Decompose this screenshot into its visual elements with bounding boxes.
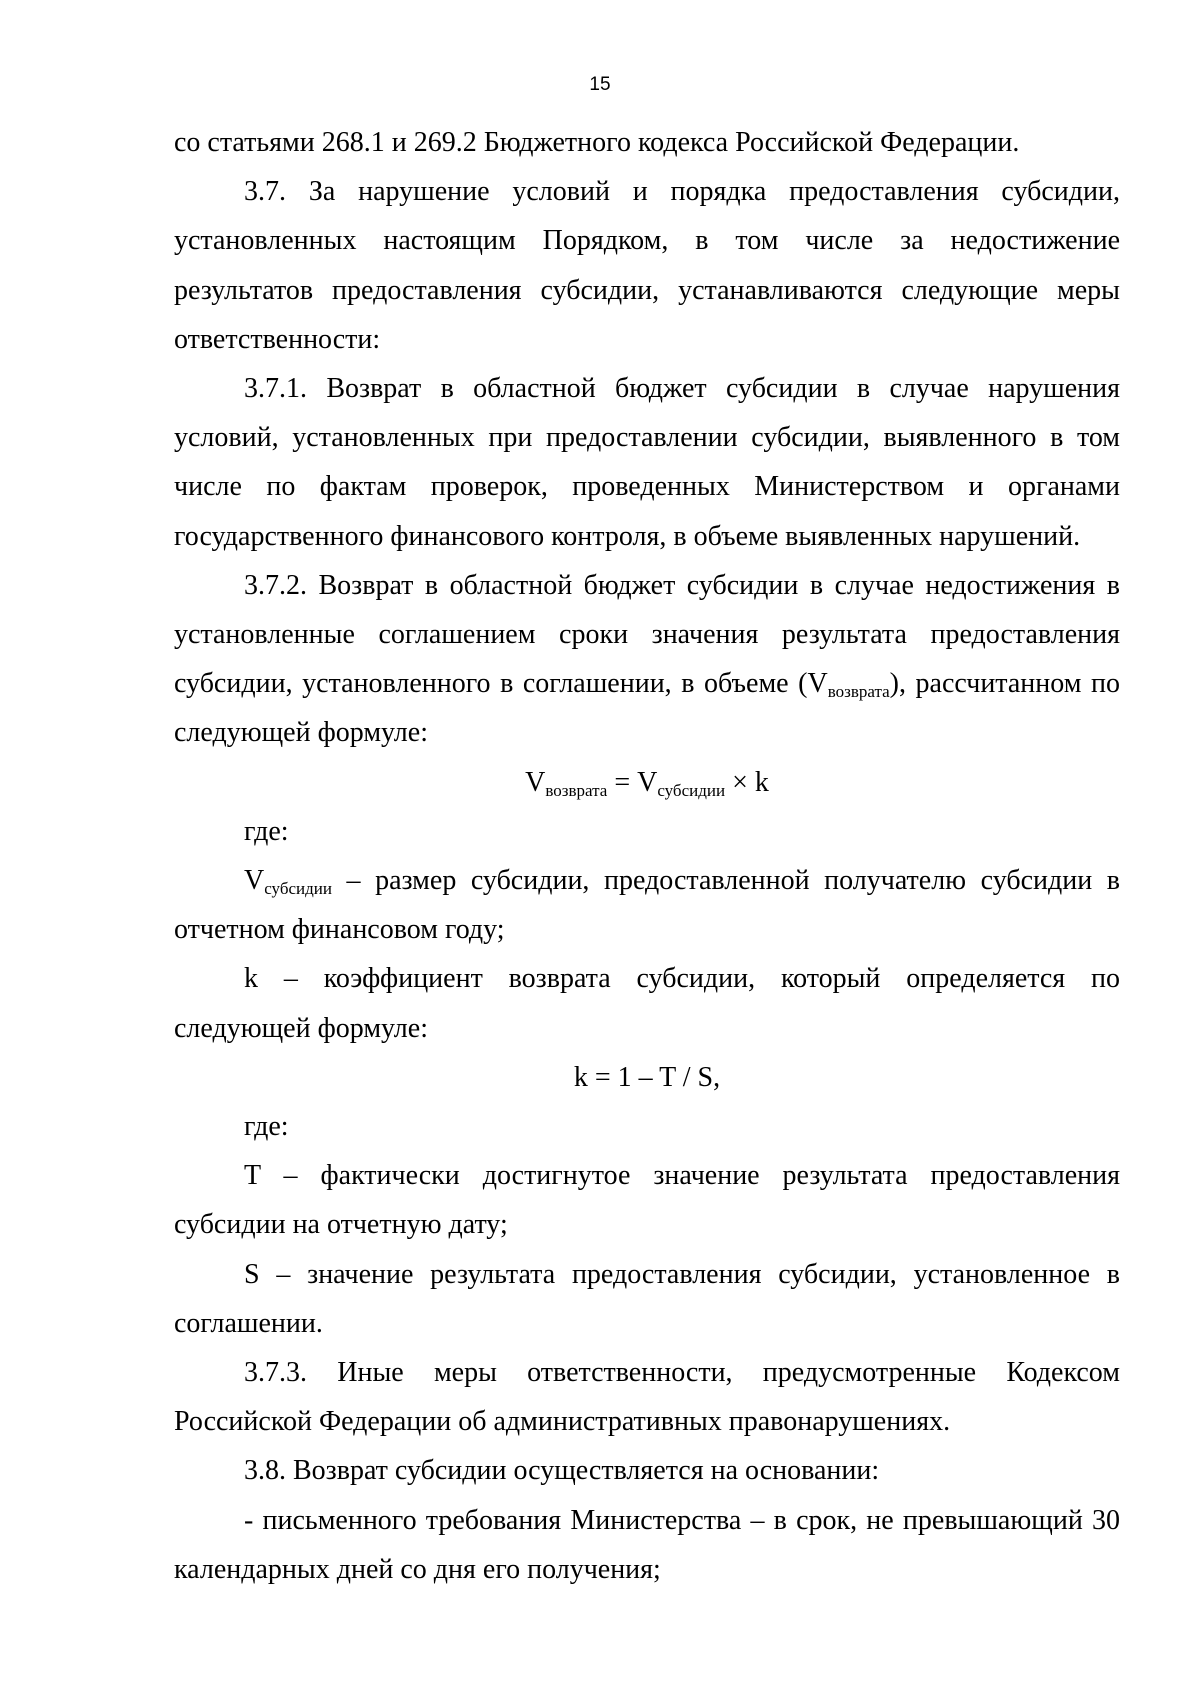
subscript-vozvrata: возврата bbox=[827, 682, 890, 702]
formula-lhs: V bbox=[525, 766, 546, 798]
formula-equals: = V bbox=[607, 766, 658, 798]
paragraph-continuation: со статьями 268.1 и 269.2 Бюджетного кодекса Российской Федерации. bbox=[174, 127, 1020, 158]
formula-mid-subscript: субсидии bbox=[657, 780, 726, 800]
page-number: 15 bbox=[589, 74, 611, 95]
paragraph-3-7-2-text-start: 3.7.2. Возврат в областной бюджет субсидии в случае недостижения в установленные соглашением сроки значения результата предоставления субсидии, установленного в соглашении, в объеме (V bbox=[174, 569, 1120, 700]
paragraph-3-7: 3.7. За нарушение условий и порядка предоставления субсидии, установленных настоящим Порядком, в том числе за недостижение результатов предоставления субсидии, устанавливаются следующие меры ответственности: bbox=[174, 176, 1120, 355]
list-item-written-demand: - письменного требования Министерства – в срок, не превышающий 30 календарных дней со дня его получения; bbox=[174, 1504, 1120, 1585]
paragraph-3-7-3: 3.7.3. Иные меры ответственности, предусмотренные Кодексом Российской Федерации об административных правонарушениях. bbox=[174, 1357, 1120, 1438]
definition-v-symbol: V bbox=[244, 865, 265, 897]
document-body bbox=[174, 118, 1120, 1594]
paragraph-3-7-2 bbox=[174, 561, 1120, 758]
where-label-2: где: bbox=[244, 1111, 289, 1143]
definition-v-text: – размер субсидии, предоставленной получателю субсидии в отчетном финансовом году; bbox=[174, 865, 1120, 946]
formula-return-amount bbox=[174, 758, 1120, 807]
formula-lhs-subscript: возврата bbox=[545, 780, 608, 800]
definition-v-subscript: субсидии bbox=[264, 879, 332, 899]
paragraph-3-8: 3.8. Возврат субсидии осуществляется на основании: bbox=[244, 1455, 880, 1487]
definition-s: S – значение результата предоставления субсидии, установленное в соглашении. bbox=[174, 1258, 1120, 1339]
paragraph-3-7-1: 3.7.1. Возврат в областной бюджет субсидии в случае нарушения условий, установленных при предоставлении субсидии, выявленного в том числе по фактам проверок, проведенных Министерством и органами государственного финансового контроля, в объеме выявленных нарушений. bbox=[174, 373, 1120, 552]
definition-k: k – коэффициент возврата субсидии, который определяется по следующей формуле: bbox=[174, 963, 1120, 1044]
formula-rhs: × k bbox=[725, 766, 769, 798]
definition-v-subsidii bbox=[174, 856, 1120, 954]
where-label-1: где: bbox=[244, 815, 289, 847]
definition-t: T – фактически достигнутое значение результата предоставления субсидии на отчетную дату; bbox=[174, 1160, 1120, 1241]
paragraph-3-7-2-text-end: ), рассчитанном по следующей формуле: bbox=[174, 668, 1120, 749]
formula-coefficient-k: k = 1 – T / S, bbox=[573, 1061, 721, 1093]
